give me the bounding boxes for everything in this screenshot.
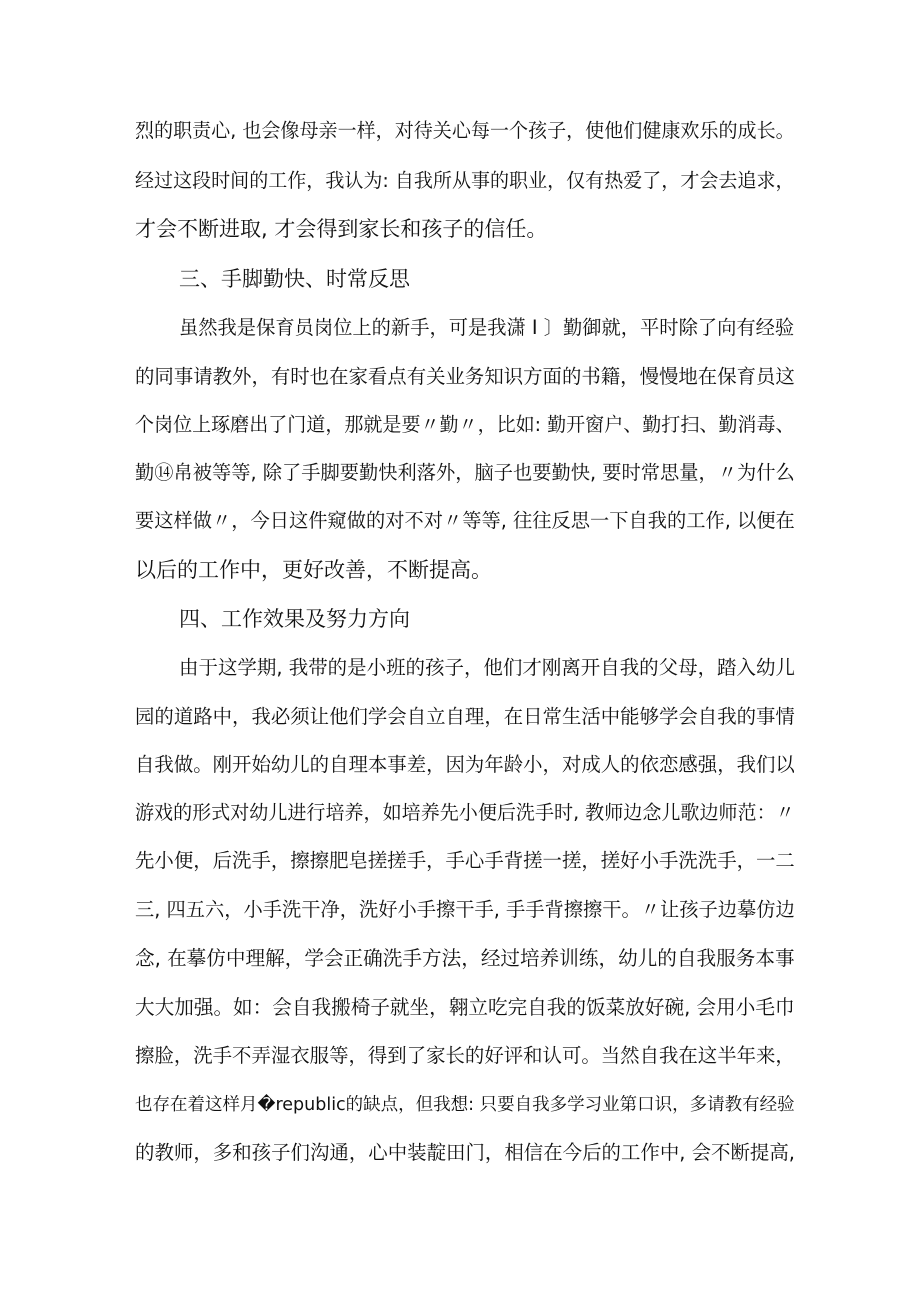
- text-line: 的同事请教外，有时也在家看点有关业务知识方面的书籍，慢慢地在保育员这: [135, 365, 795, 388]
- text-line: 经过这段时间的工作，我认为: 自我所从事的职业，仅有热爱了，才会去追求，: [135, 170, 795, 192]
- text-line: 才会不断进取, 才会得到家长和孩子的信任。: [135, 217, 548, 241]
- text-line: 擦脸，洗手不弄湿衣服等，得到了家长的好评和认可。当然自我在这半年来，: [135, 1044, 795, 1067]
- section-heading: 三、手脚勤快、时常反思: [179, 267, 410, 291]
- text-line: 勤⑭帛被等等, 除了手脚要勤快利落外，脑子也要勤快, 要时常思量，〃为什么: [135, 461, 795, 484]
- text-line: 个岗位上琢磨出了门道，那就是要〃勤〃，比如: 勤开窗户、勤打扫、勤消毒、: [135, 414, 795, 436]
- text-line: 烈的职责心, 也会像母亲一样，对待关心每一个孩子，使他们健康欢乐的成长。: [135, 120, 795, 142]
- text-line: 由于这学期, 我带的是小班的孩子，他们才刚离开自我的父母，踏入幼儿: [179, 656, 795, 679]
- text-line: 念, 在摹仿中理解，学会正确洗手方法，经过培养训练，幼儿的自我服务本事: [135, 947, 795, 970]
- text-line: 要这样做〃，今日这件窥做的对不对〃等等, 往往反思一下自我的工作, 以便在: [135, 509, 795, 532]
- text-line: 虽然我是保育员岗位上的新手，可是我潇 I 〕勤御就，平时除了向有经验: [179, 316, 795, 339]
- text-line: 也存在着这样月�republic的缺点，但我想: 只要自我多学习业第口识，多请教有经验: [135, 1095, 795, 1115]
- text-line: 三, 四五六，小手洗干净，洗好小手擦干手, 手手背擦擦干。〃让孩子边摹仿边: [135, 898, 795, 921]
- text-line: 园的道路中，我必须让他们学会自立自理，在日常生活中能够学会自我的事情: [135, 705, 795, 728]
- text-line: 的教师，多和孩子们沟通，心中装靛田门，相信在今后的工作中, 会不断提高,: [135, 1141, 795, 1164]
- text-line: 大大加强。如：会自我搬椅子就坐，翱立吃完自我的饭菜放好碗, 会用小毛巾: [135, 996, 795, 1019]
- text-line: 自我做。刚开始幼儿的自理本事差，因为年龄小，对成人的依恋感强，我们以: [135, 753, 795, 776]
- section-heading: 四、工作效果及努力方向: [179, 607, 410, 631]
- text-line: 游戏的形式对幼儿进行培养，如培养先小便后洗手时, 教师边念儿歌边师范：〃: [135, 802, 795, 824]
- text-line: 先小便，后洗手，擦擦肥皂搓搓手，手心手背搓一搓，搓好小手洗洗手，一二: [135, 849, 795, 872]
- text-line: 以后的工作中，更好改善，不断提高。: [135, 558, 492, 582]
